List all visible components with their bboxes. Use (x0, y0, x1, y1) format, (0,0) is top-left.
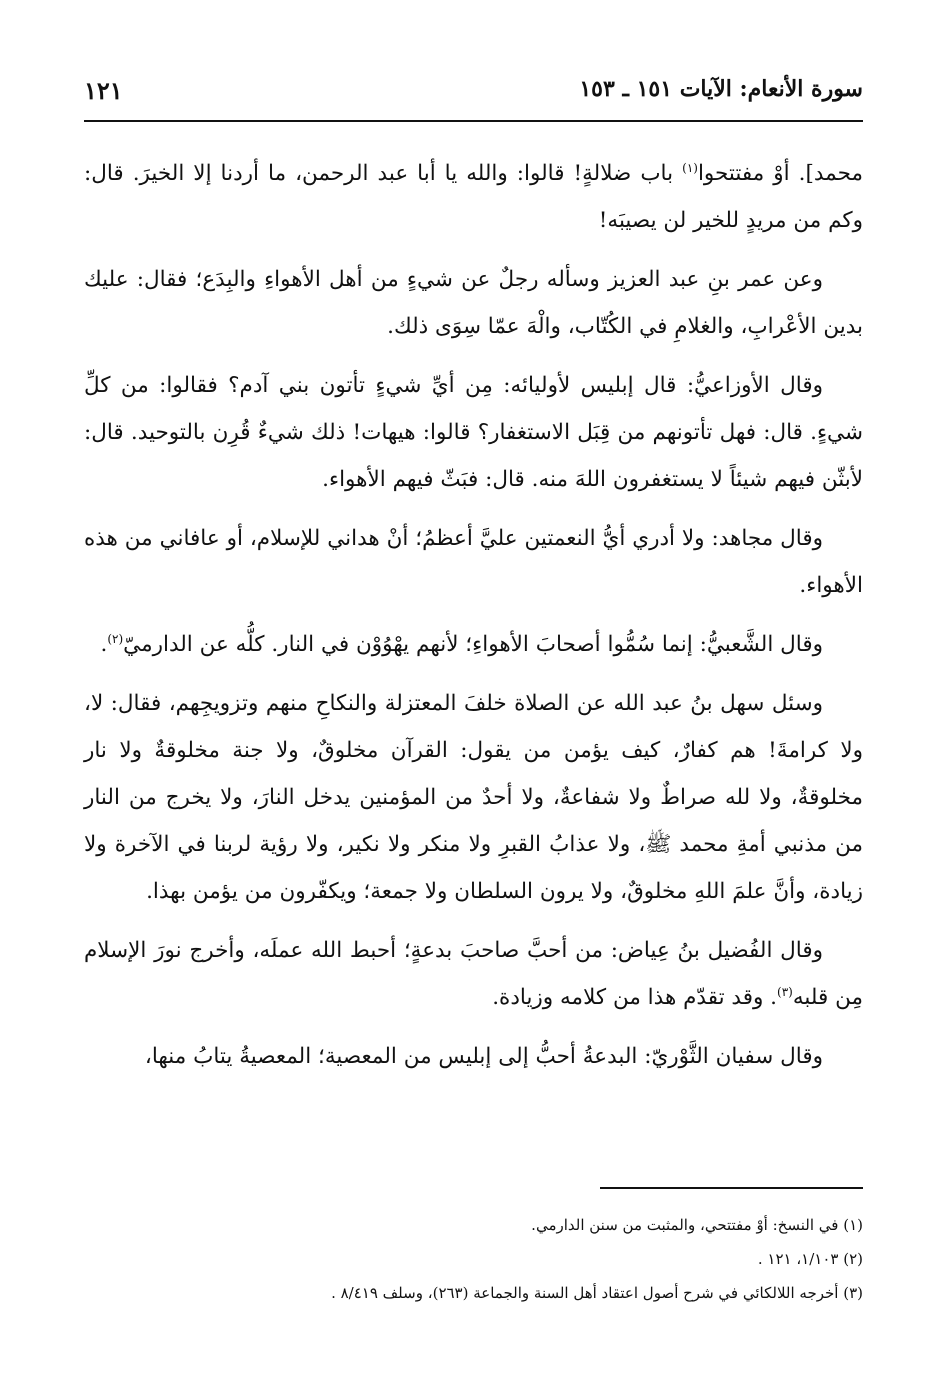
paragraph: وقال سفيان الثَّوْريّ: البدعةُ أحبُّ إلى إبليس من المعصية؛ المعصيةُ يتابُ منها، (144, 1044, 823, 1069)
footnote-ref: (١) (682, 160, 698, 175)
paragraph: وقال الأوزاعيُّ: قال إبليس لأوليائه: مِن أيِّ شيءٍ تأتون بني آدم؟ فقالوا: من كلِّ شيءٍ. قال: فهل تأتونهم من قِبَل الاستغفار؟ قالوا: هيهات! ذلك شيءٌ قُرِن بالتوحيد. قال: لأبثّن فيهم شيئاً لا يستغفرون اللهَ منه. قال: فبَثّ فيهم الأهواء. (84, 373, 863, 492)
header-divider (84, 120, 863, 122)
page-header (84, 70, 863, 120)
paragraph: وقال الشَّعبيُّ: إنما سُمُّوا أصحابَ الأهواءِ؛ لأنهم يهْوُوْن في النار. كلُّه عن الدارميّ$^{(٢)}$. (100, 631, 823, 657)
footnote-ref: (٣) (777, 984, 793, 999)
footnote-divider (600, 1187, 863, 1189)
page-number: ١٢١ (84, 76, 123, 105)
paragraph: وقال مجاهد: ولا أدري أيُّ النعمتين عليَّ أعظمُ؛ أنْ هداني للإسلام، أو عافاني من هذه الأهواء. (84, 526, 863, 598)
footnote: (٣) أخرجه اللالكائي في شرح أصول اعتقاد أهل السنة والجماعة (٢٦٣)، وسلف ٨/٤١٩ . (331, 1284, 863, 1302)
paragraph: محمد]. أوْ مفتتحوا$^{(١)}$ باب ضلالةٍ! قالوا: والله يا أبا عبد الرحمن، ما أردنا إلا الخيرَ. قال: وكم من مريدٍ للخير لن يصيبَه! (84, 160, 863, 233)
main-text (84, 150, 863, 1092)
running-title: سورة الأنعام: الآيات ١٥١ ـ ١٥٣ (579, 76, 863, 102)
footnote: (٢) ١/١٠٣، ١٢١ . (757, 1250, 863, 1268)
paragraph: وقال الفُضيل بنُ عِياض: من أحبَّ صاحبَ بدعةٍ؛ أحبط الله عملَه، وأخرج نورَ الإسلام مِن قلبه$^{(٣)}$. وقد تقدّم هذا من كلامه وزيادة. (84, 938, 863, 1010)
paragraph: وعن عمر بنِ عبد العزيز وسأله رجلٌ عن شيءٍ من أهل الأهواءِ والبِدَع؛ فقال: عليك بدين الأعْرابِ، والغلامِ في الكُتّاب، والْهَ عمّا سِوَى ذلك. (84, 267, 863, 339)
footnote-ref: (٢) (107, 631, 124, 646)
footnotes (84, 1208, 863, 1310)
footnote: (١) في النسخ: أوْ مفتتحي، والمثبت من سنن الدارمي. (531, 1216, 863, 1234)
paragraph: وسئل سهل بنُ عبد الله عن الصلاة خلفَ المعتزلة والنكاحِ منهم وتزويجِهم، فقال: لا، ولا كرامةَ! هم كفارٌ، كيف يؤمن من يقول: القرآن مخلوقٌ، ولا جنة مخلوقةٌ ولا نار مخلوقةٌ، ولا لله صراطٌ ولا شفاعةٌ، ولا أحدٌ من المؤمنين يدخل النارَ، ولا يخرج من النار من مذنبي أمةِ محمد ﷺ، ولا عذابُ القبرِ ولا منكر ولا نكير، ولا رؤية لربنا في الآخرة ولا زيادة، وأنَّ علمَ اللهِ مخلوقٌ، ولا يرون السلطان ولا جمعة؛ ويكفّرون من يؤمن بهذا. (84, 691, 863, 904)
